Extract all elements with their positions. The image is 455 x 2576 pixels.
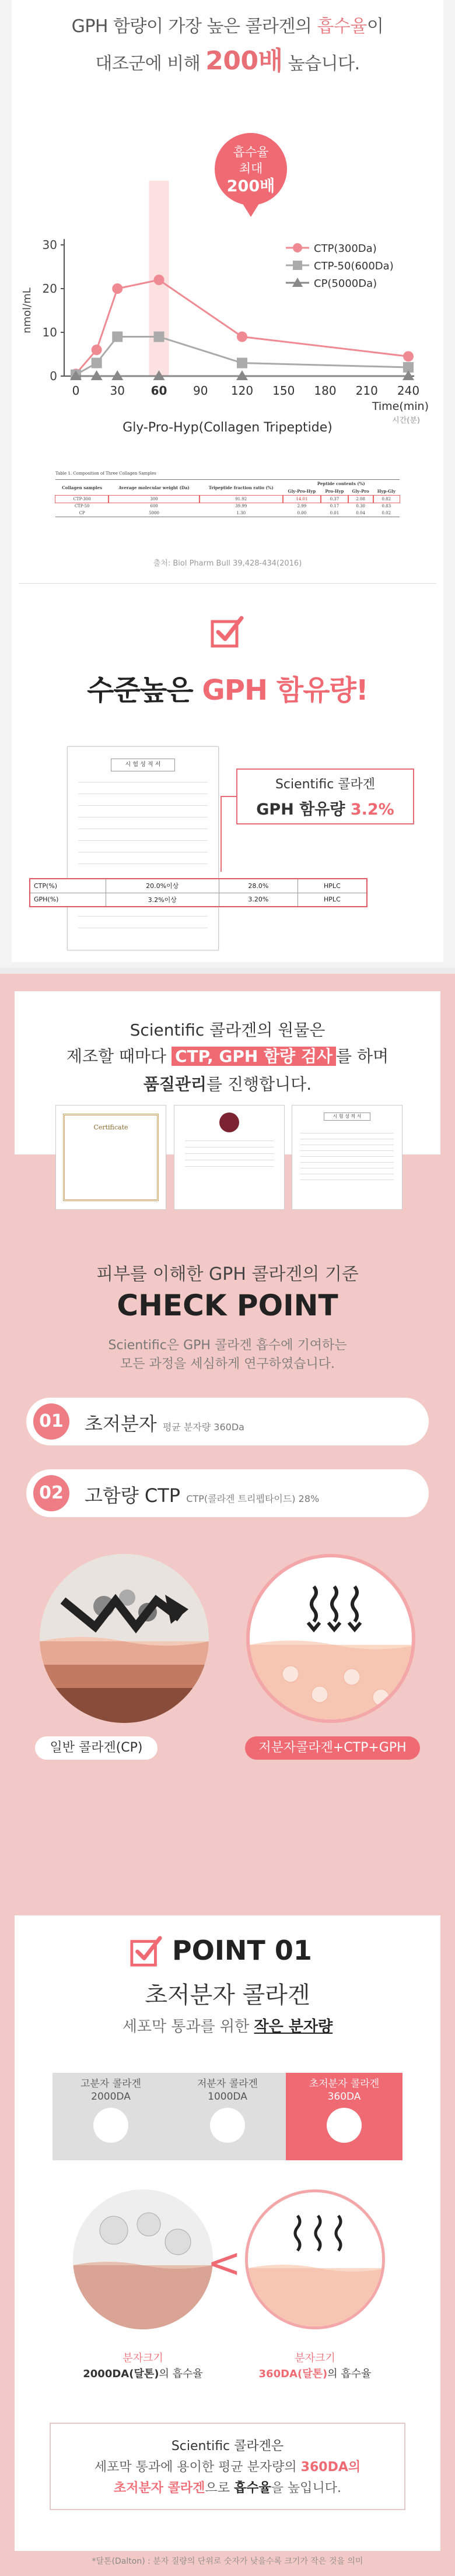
molecule-icon [210,2108,245,2143]
doc-line [78,840,208,841]
checkbox-icon [210,615,245,650]
checkpoint-number: 01 [33,1403,69,1440]
summary-highlight: 초저분자 콜라겐 [114,2481,205,2496]
caption-cp: 일반 콜라겐(CP) [35,1736,158,1760]
paper-table [55,471,400,517]
summary-text: 으로 [205,2481,234,2496]
caption-label: 분자크기 [123,2352,163,2364]
desc-text: 세포막 통과를 위한 [122,2018,254,2035]
checkpoint-number: 02 [33,1475,69,1511]
table-cell: 3.20% [219,893,298,907]
box-label-1: 저분자 콜라겐 [197,2078,258,2090]
table-cell: 0.02 [373,510,400,517]
caption-bold: 360DA(달톤) [258,2368,328,2380]
quality-line-2 [0,1044,455,1067]
checkpoint-desc-2: 모든 과정을 세심하게 연구하였습니다. [120,1357,335,1371]
skin-illustration-cp [40,1554,209,1723]
molecule-box-1000 [169,2073,286,2160]
caption-label: 분자크기 [295,2352,335,2364]
large-molecule-illustration [73,2189,213,2329]
x-tick-label: 180 [314,384,337,398]
table-cell: 600 [150,504,158,508]
checkpoint-sub: 평균 분자량 360Da [162,1422,244,1433]
table-header: Hyp-Gly [373,487,400,496]
table-cell: 2.08 [348,496,373,503]
table-header: Peptide contents (%) [283,480,400,488]
summary-highlight: 360DA의 [300,2460,361,2475]
y-axis-label: nmol/mL [21,287,33,334]
table-row [55,503,400,510]
x-tick-label: 120 [230,384,254,398]
emblem-icon [219,1112,239,1132]
y-tick-label: 10 [42,325,57,339]
table-cell: 0.82 [373,496,400,503]
legend-marker [293,243,302,252]
box-label-2: 360DA [327,2091,361,2103]
absorption-circle-360 [245,2189,385,2329]
header-text: 이 [366,16,384,37]
data-point [237,358,247,368]
table-cell: 14.01 [283,496,321,503]
test-report-document [67,746,219,950]
data-point [154,332,164,342]
doc-line [185,1153,274,1154]
table-cell: 0.17 [330,504,340,508]
header-big-number: 200배 [205,46,283,76]
doc-lines [300,1128,394,1180]
badge-line: 200배 [226,177,275,195]
box-label [286,2077,402,2103]
table-cell: 3.2%이상 [106,893,219,907]
box-label-1: 고분자 콜라겐 [80,2078,141,2090]
header-text: 높습니다. [282,54,360,74]
x-tick-label: 0 [72,384,80,398]
table-header: Pro-Hyp [321,487,348,496]
table-cell: 5000 [108,510,200,517]
table-cell: 1.30 [200,510,283,517]
quality-text: 를 진행합니다. [206,1075,312,1094]
heading-highlight: GPH 함유량! [202,674,368,707]
connector-line [220,796,236,872]
box-label [52,2077,169,2103]
summary-bold: 흡수율 [233,2481,271,2496]
heading-text: 수준높은 [87,674,202,707]
document-title: 시 험 성 적 서 [111,759,175,771]
table-cell: 300 [108,496,200,503]
legend-label: CTP-50(600Da) [314,260,394,272]
source-citation: 출처: Biol Pharm Bull 39,428-434(2016) [153,559,302,568]
callout-percent: 3.2% [350,801,394,819]
checkpoint-heading: 피부를 이해한 GPH 콜라겐의 기준 [96,1264,359,1285]
absorption-chart [12,117,443,443]
table-caption: Table 1. Composition of Three Collagen Samples [55,471,156,476]
table-cell: 91.92 [200,496,283,503]
table-cell: HPLC [298,879,367,893]
summary-text: 세포막 통과에 용이한 평균 분자량의 [94,2460,301,2475]
x-tick-label: 90 [193,384,208,398]
table-cell: CP [55,510,108,517]
data-point [92,358,102,368]
table-cell: 0.01 [321,510,348,517]
header-text: GPH 함량이 가장 높은 콜라겐의 [71,16,317,37]
header-highlight: 흡수율 [317,16,367,37]
table-header: Gly-Pro [348,487,373,496]
quality-text: 제조할 때마다 [66,1047,172,1066]
divider [19,583,436,584]
y-tick-label: 30 [42,238,57,252]
summary-text: 을 높입니다. [271,2481,341,2496]
x-axis-label: Gly-Pro-Hyp(Collagen Tripeptide) [123,420,332,435]
table-cell: HPLC [298,893,367,907]
data-point [92,345,102,355]
footnote: *달톤(Dalton) : 분자 질량의 단위로 숫자가 낮을수록 크기가 작은 것을 의미 [92,2557,363,2566]
checkpoint-label [85,1409,244,1436]
table-cell: 28.0% [219,879,298,893]
molecule-box-360 [286,2073,402,2160]
table-cell: 2.99 [297,504,307,508]
test-report-document-2 [292,1105,402,1210]
molecule-box-2000 [52,2073,169,2160]
doc-line [78,805,208,806]
table-header: Average molecular weight (Da) [108,480,200,496]
document-title: 시 험 성 적 서 [324,1112,370,1121]
callout-title: Scientific 콜라겐 [275,777,376,792]
callout-value [237,796,413,819]
less-than-icon: < [207,2239,242,2287]
checkbox-icon [130,1935,163,1968]
box-label [169,2077,286,2103]
caption-value [88,2366,455,2381]
checkpoint-item-1 [26,1398,429,1445]
x-unit-label: Time(min) [372,400,429,413]
gph-heading [0,668,455,708]
small-molecule-illustration [248,2192,385,2329]
caption-bold: 2000DA(달톤) [83,2368,159,2380]
table-cell: 0.04 [348,510,373,517]
table-cell: GPH(%) [30,893,106,907]
x-tick-label: 30 [110,384,125,398]
summary-line-1: Scientific 콜라겐은 [171,2439,284,2454]
gmp-certificate-document [174,1105,285,1210]
table-header: Collagen samples [55,480,108,496]
molecule-icon [93,2108,128,2143]
checkpoint-item-2 [26,1469,429,1517]
legend-label: CP(5000Da) [314,278,377,290]
summary-line-2 [0,2457,455,2475]
checkpoint-label [85,1481,319,1508]
box-label-2: 2000DA [91,2091,131,2103]
point01-title: POINT 01 [172,1935,312,1966]
table-cell: CTP(%) [30,879,106,893]
y-tick-label: 20 [42,282,57,296]
quality-line-1: Scientific 콜라겐의 원물은 [130,1020,326,1040]
table-row [55,496,400,503]
doc-line [185,1140,274,1141]
checkpoint-label-text: 고함량 CTP [85,1484,181,1507]
series-line [76,337,408,375]
quality-line-3 [0,1072,455,1095]
quality-bold: 품질관리 [143,1075,207,1094]
desc-underline: 작은 분자량 [254,2018,333,2035]
data-point [154,275,164,285]
header-line-2 [0,40,455,77]
checkpoint-title: CHECK POINT [117,1289,338,1322]
box-label-1: 초저분자 콜라겐 [309,2078,380,2090]
point01-desc [0,2015,455,2036]
quality-highlight: CTP, GPH 함량 검사 [172,1047,336,1066]
summary-line-3 [0,2478,455,2496]
data-point [237,332,247,342]
caption-ctp-gph: 저분자콜라겐+CTP+GPH [245,1736,420,1760]
table-row [55,510,400,517]
blocked-collagen-icon [40,1554,209,1723]
doc-line [185,1166,274,1167]
table-cell: 0.30 [356,504,365,508]
point01-subtitle: 초저분자 콜라겐 [145,1982,310,2009]
absorption-section [0,0,455,968]
certificate-document [55,1105,166,1210]
skin-illustration-ctp [246,1554,415,1723]
y-tick-label: 0 [50,369,57,383]
certificate-title: Certificate [63,1114,159,1201]
legend-marker [293,261,302,270]
absorbing-collagen-icon [250,1557,415,1723]
badge-line: 최대 [239,162,263,176]
data-point [112,283,123,294]
x-unit-sub: 시간(분) [392,416,420,425]
chart-svg [12,117,443,443]
table-cell: CTP-300 [55,496,108,503]
callout-label: GPH 함유량 [256,801,351,819]
x-tick-label: 210 [355,384,378,398]
box-label-2: 1000DA [208,2091,247,2103]
badge-line: 흡수율 [233,145,269,159]
checkpoint-sub: CTP(콜라겐 트리펩타이드) 28% [186,1493,320,1504]
gph-content-callout [236,768,414,824]
table-cell: 39.99 [235,504,247,508]
legend-label: CTP(300Da) [314,243,377,255]
table-header: Gly-Pro-Hyp [283,487,321,496]
badge-pointer [242,203,260,217]
header-text: 대조군에 비해 [95,54,206,74]
gph-result-table [29,878,368,907]
checkpoint-desc-1: Scientific은 GPH 콜라겐 흡수에 기여하는 [108,1338,347,1353]
molecule-icon [327,2108,362,2143]
x-tick-label: 150 [272,384,295,398]
data-point [112,332,123,342]
x-tick-label: 240 [397,384,420,398]
caption-text: 의 흡수율 [159,2368,203,2380]
x-tick-label: 60 [150,384,167,398]
table-header: Tripeptide fraction ratio (%) [200,480,283,496]
header-line-1 [0,12,455,37]
table-cell: 0.83 [382,504,391,508]
table-cell: 0.37 [321,496,348,503]
data-point [403,351,414,362]
table-row [30,879,367,893]
doc-line [78,916,208,917]
table-cell: 0.00 [283,510,321,517]
composition-table [55,479,400,517]
checkpoint-label-text: 초저분자 [85,1413,157,1435]
caption-text: 의 흡수율 [327,2368,372,2380]
absorption-circle-2000 [73,2189,213,2329]
table-row [30,893,367,907]
table-cell: 20.0%이상 [106,879,219,893]
table-cell: CTP-50 [74,504,90,508]
quality-text: 를 하며 [336,1047,389,1066]
